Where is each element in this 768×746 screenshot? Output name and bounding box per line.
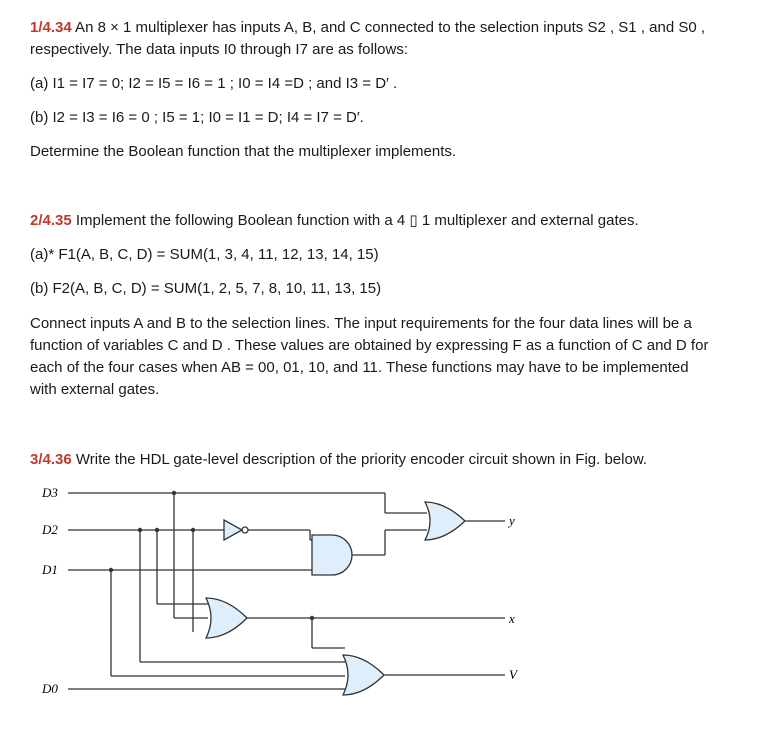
q2-part-a: (a)* F1(A, B, C, D) = SUM(1, 3, 4, 11, 12, 13, 14, 15) — [30, 246, 379, 263]
output-label-y: y — [509, 513, 515, 528]
input-label-d0: D0 — [42, 681, 58, 696]
input-label-d1: D1 — [42, 562, 58, 577]
q1-intro-line1: 1/4.34 An 8 × 1 multiplexer has inputs A, B, and C connected to the selection inputs S2 , S1 , and S0 , — [30, 19, 706, 36]
q2-number: 2/4.35 — [30, 212, 72, 229]
q2-para-line3: each of the four cases when AB = 00, 01, 10, and 11. These functions may have to be implemented — [30, 359, 689, 376]
and-gate — [312, 535, 352, 575]
output-label-v: V — [509, 667, 517, 682]
inverter-gate — [224, 520, 248, 540]
q3-intro: 3/4.36 Write the HDL gate-level description of the priority encoder circuit shown in Fig. below. — [30, 451, 647, 468]
q3-number: 3/4.36 — [30, 451, 72, 468]
input-label-d3: D3 — [42, 485, 58, 500]
input-label-d2: D2 — [42, 522, 58, 537]
or-gate-v — [343, 655, 384, 695]
q1-number: 1/4.34 — [30, 19, 72, 36]
or-gate-x — [206, 598, 247, 638]
q1-task: Determine the Boolean function that the multiplexer implements. — [30, 143, 457, 160]
q1-part-b: (b) I2 = I3 = I6 = 0 ; I5 = 1; I0 = I1 = D; I4 = I7 = D′. — [30, 109, 364, 126]
q1-part-a: (a) I1 = I7 = 0; I2 = I5 = I6 = 1 ; I0 = I4 =D ; and I3 = D′ . — [30, 75, 398, 92]
q2-para-line2: function of variables C and D . These values are obtained by expressing F as a function of C and D for — [30, 337, 709, 354]
q2-para-line4: with external gates. — [30, 381, 160, 398]
q2-para-line1: Connect inputs A and B to the selection lines. The input requirements for the four data lines will be a — [30, 315, 692, 332]
q2-part-b: (b) F2(A, B, C, D) = SUM(1, 2, 5, 7, 8, 10, 11, 13, 15) — [30, 280, 382, 297]
q2-intro: 2/4.35 Implement the following Boolean function with a 4 ▯ 1 multiplexer and external gates. — [30, 212, 639, 229]
output-label-x: x — [509, 611, 515, 626]
q1-intro-line2: respectively. The data inputs I0 through I7 are as follows: — [30, 41, 408, 58]
or-gate-y — [425, 502, 465, 540]
